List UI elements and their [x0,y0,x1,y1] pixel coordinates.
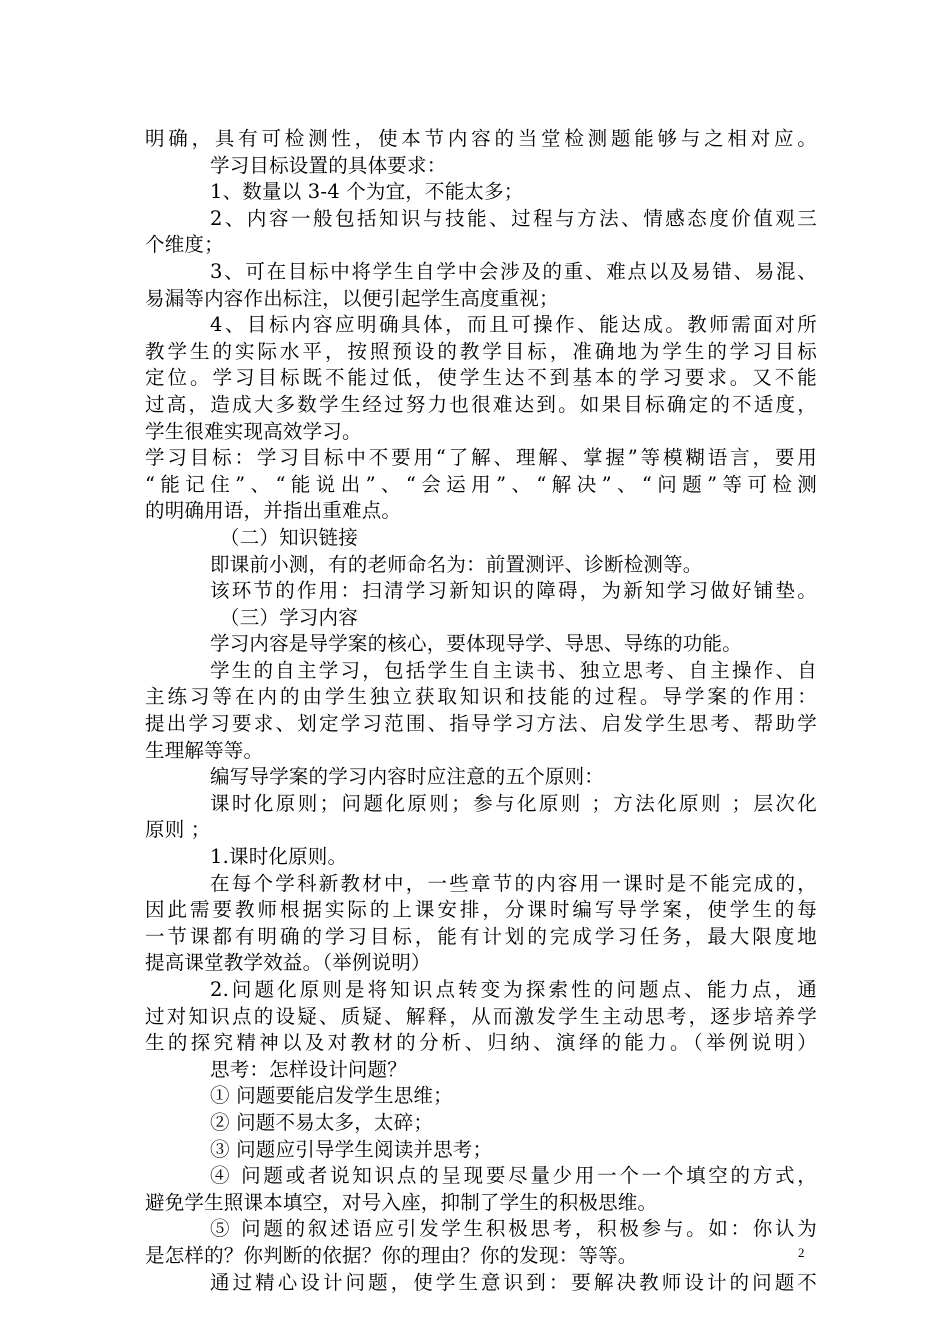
body-line: 提高课堂教学效益。（举例说明） [145,951,431,975]
body-line: 教学生的实际水平，按照预设的教学目标，准确地为学生的学习目标 [145,339,817,363]
list-item: ① 问题要能启发学生思维； [210,1084,453,1108]
body-line: 过高，造成大多数学生经过努力也很难达到。如果目标确定的不适度， [145,392,817,416]
body-line: 通过精心设计问题，使学生意识到：要解决教师设计的问题不 [210,1270,817,1294]
body-line: 提出学习要求、划定学习范围、指导学习方法、启发学生思考、帮助学 [145,712,817,736]
list-item: ④ 问题或者说知识点的呈现要尽量少用一个一个填空的方式， [210,1164,817,1188]
body-line: 即课前小测，有的老师命名为：前置测评、诊断检测等。 [210,552,703,576]
body-line: 学习目标设置的具体要求： [210,153,447,177]
body-line: 一节课都有明确的学习目标，能有计划的完成学习任务，最大限度地 [145,924,817,948]
body-line: 是怎样的？你判断的依据？你的理由？你的发现：等等。 [145,1243,638,1267]
section-heading: （三）学习内容 [220,605,358,629]
body-line: 在每个学科新教材中，一些章节的内容用一课时是不能完成的， [210,871,817,895]
body-line: 学生很难实现高效学习。 [145,419,362,443]
body-line: 2.问题化原则是将知识点转变为探索性的问题点、能力点，通 [210,978,817,1001]
body-line: 该环节的作用：扫清学习新知识的障碍，为新知学习做好铺垫。 [210,579,817,603]
body-line: 过对知识点的设疑、质疑、解释，从而激发学生主动思考，逐步培养学 [145,1004,817,1028]
body-line: 个维度； [145,233,224,257]
body-line: 4、目标内容应明确具体，而且可操作、能达成。教师需面对所 [210,313,817,337]
body-line: “能记住”、“能说出”、“会运用”、“解决”、“问题”等可检测 [145,472,817,496]
body-line: 1.课时化原则。 [210,845,348,869]
section-heading: （二）知识链接 [220,525,358,549]
body-line: 生理解等等。 [145,738,264,762]
body-line: 2、内容一般包括知识与技能、过程与方法、情感态度价值观三 [210,206,817,230]
body-line: 避免学生照课本填空，对号入座，抑制了学生的积极思维。 [145,1190,658,1214]
list-item: ② 问题不易太多，太碎； [210,1110,434,1134]
body-line: 3、可在目标中将学生自学中会涉及的重、难点以及易错、易混、 [210,259,817,283]
body-line: 思考：怎样设计问题？ [210,1057,408,1081]
body-line: 学习内容是导学案的核心，要体现导学、导思、导练的功能。 [210,632,742,656]
body-line: 生的探究精神以及对教材的分析、归纳、演绎的能力。（举例说明） [145,1031,817,1055]
body-line: 主练习等在内的由学生独立获取知识和技能的过程。导学案的作用： [145,685,817,709]
body-line: 明确，具有可检测性，使本节内容的当堂检测题能够与之相对应。 [145,127,817,150]
body-line: 定位。学习目标既不能过低，使学生达不到基本的学习要求。又不能 [145,366,817,390]
body-line: 1、数量以 3-4 个为宜，不能太多； [210,180,524,204]
body-line: 因此需要教师根据实际的上课安排，分课时编写导学案，使学生的每 [145,898,817,922]
document-body [145,126,817,1296]
body-line: 课时化原则；问题化原则；参与化原则 ；方法化原则 ；层次化 [210,791,817,815]
body-line: 学生的自主学习，包括学生自主读书、独立思考、自主操作、自 [210,658,817,682]
list-item: ⑤ 问题的叙述语应引发学生积极思考，积极参与。如：你认为 [210,1217,817,1241]
body-line: 原则 ； [145,818,211,842]
body-line: 编写导学案的学习内容时应注意的五个原则： [210,765,605,789]
list-item: ③ 问题应引导学生阅读并思考； [210,1137,493,1161]
body-line: 的明确用语，并指出重难点。 [145,499,402,523]
body-line: 易漏等内容作出标注，以便引起学生高度重视； [145,286,559,310]
body-line: 学习目标：学习目标中不要用“了解、理解、掌握”等模糊语言，要用 [145,446,817,470]
page-number: 2 [798,1245,805,1260]
